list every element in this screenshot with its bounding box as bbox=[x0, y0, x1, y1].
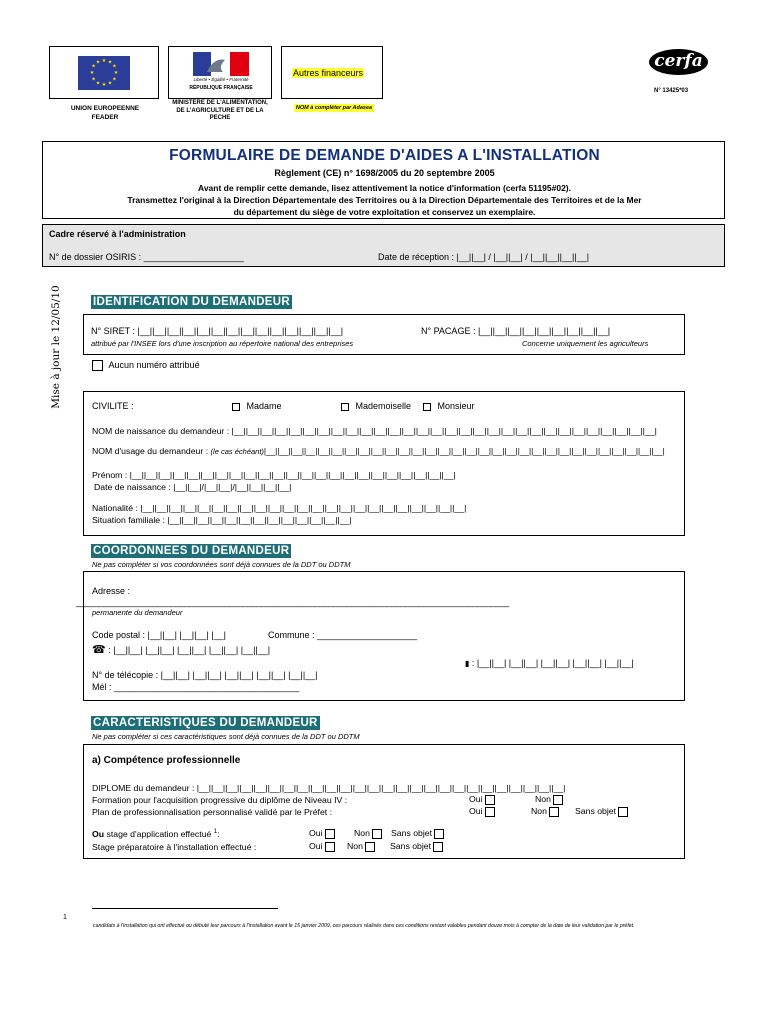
adresse-label: Adresse : bbox=[92, 586, 131, 596]
stage-ou: Ou bbox=[92, 829, 105, 839]
phone-field[interactable]: : |__||__| |__||__| |__||__| |__||__| |__||__| bbox=[108, 645, 271, 655]
svg-text:★: ★ bbox=[89, 70, 95, 76]
title-box bbox=[42, 141, 725, 219]
instruction-3: du département du siège de votre exploitation et conservez un exemplaire. bbox=[233, 207, 536, 217]
prenom-field[interactable]: Prénom : |__||__||__||__||__||__||__||__||__||__||__||__||__||__||__||__||__||__||__||__||__||__||__| bbox=[92, 470, 456, 480]
mobile-field[interactable]: : |__||__| |__||__| |__||__| |__||__| |__||__| bbox=[471, 658, 634, 668]
svg-text:★: ★ bbox=[95, 59, 101, 66]
marianne-icon bbox=[193, 52, 249, 76]
footnote-ref: 1 bbox=[213, 829, 218, 836]
coordonnees-heading: COORDONNEES DU DEMANDEUR bbox=[93, 545, 290, 557]
footnote-number: 1 bbox=[63, 914, 67, 921]
eu-flag-icon bbox=[78, 56, 130, 90]
formation-oui-option[interactable] bbox=[469, 794, 495, 805]
caracteristiques-note: Ne pas compléter si ces caractéristiques sont déjà connues de la DDT ou DDTM bbox=[92, 732, 360, 741]
no-number-label: Aucun numéro attribué bbox=[108, 360, 200, 370]
formation-oui-checkbox[interactable] bbox=[485, 795, 495, 805]
svg-text:★: ★ bbox=[101, 58, 107, 64]
admin-box bbox=[42, 224, 725, 267]
rf-name: RÉPUBLIQUE FRANÇAISE bbox=[189, 85, 253, 91]
ppp-oui-label: Oui bbox=[469, 806, 483, 816]
phone-row[interactable] bbox=[92, 643, 270, 656]
siret-box bbox=[83, 314, 685, 355]
stage-app-non-label: Non bbox=[354, 828, 370, 838]
ppp-sans-objet-label: Sans objet bbox=[575, 806, 617, 816]
formation-oui-label: Oui bbox=[469, 794, 483, 804]
stage-prep-label: Stage préparatoire à l'installation effectué : bbox=[92, 842, 257, 852]
republique-logo-box bbox=[168, 46, 272, 99]
stage-application-text: stage d'application effectué bbox=[104, 829, 212, 839]
financeurs-box bbox=[281, 46, 383, 99]
mademoiselle-label: Mademoiselle bbox=[355, 401, 412, 411]
adresse-line[interactable]: ________________________________________________________________________________________________ bbox=[76, 597, 509, 607]
no-number-checkbox[interactable] bbox=[92, 360, 103, 371]
formation-non-checkbox[interactable] bbox=[553, 795, 563, 805]
svg-text:★: ★ bbox=[107, 80, 113, 87]
mel-field[interactable]: Mél : _____________________________________ bbox=[92, 682, 300, 692]
siret-field[interactable]: N° SIRET : |__||__||__||__||__||__||__||__||__||__||__||__||__||__| bbox=[91, 326, 344, 336]
diplome-field[interactable]: DIPLOME du demandeur : |__||__||__||__||__||__||__||__||__||__||__||__||__||__||__||__||__||__||__||__||__||__||__||__||__||__| bbox=[92, 783, 566, 793]
stage-app-non-checkbox[interactable] bbox=[372, 829, 382, 839]
stage-prep-sans-objet-checkbox[interactable] bbox=[433, 842, 443, 852]
date-naissance-field[interactable]: Date de naissance : |__||__|/|__||__|/|__||__||__||__| bbox=[94, 482, 292, 492]
stage-prep-non-checkbox[interactable] bbox=[365, 842, 375, 852]
svg-text:★: ★ bbox=[107, 59, 113, 66]
phone-icon: ☎ bbox=[92, 643, 106, 656]
svg-text:★: ★ bbox=[112, 76, 117, 83]
mobile-row[interactable] bbox=[465, 658, 634, 668]
svg-text:★: ★ bbox=[113, 70, 119, 76]
stage-app-oui-checkbox[interactable] bbox=[325, 829, 335, 839]
stage-app-sans-objet-checkbox[interactable] bbox=[434, 829, 444, 839]
formation-non-label: Non bbox=[535, 794, 551, 804]
civilite-label: CIVILITE : bbox=[92, 401, 134, 411]
nationalite-field[interactable]: Nationalité : |__||__||__||__||__||__||__||__||__||__||__||__||__||__||__||__||__||__||__||__||__||__||__| bbox=[92, 503, 467, 513]
footnote-text: candidats à l'installation qui ont effectué ou débuté leur parcours à l'installation avant le 15 janvier 2009, ces parcours réalisés dans ces conditions restant valables pendant douze mois à compter de la date de leur validation par le préfet. bbox=[93, 923, 635, 929]
pacage-note: Concerne uniquement les agriculteurs bbox=[522, 339, 649, 348]
ppp-sans-objet-option[interactable] bbox=[575, 806, 628, 817]
stage-app-sans-objet-label: Sans objet bbox=[391, 828, 433, 838]
commune-field[interactable]: Commune : ____________________ bbox=[268, 630, 418, 640]
competence-heading: a) Compétence professionnelle bbox=[92, 755, 241, 766]
financeurs-note: NOM à compléter par Adasea bbox=[295, 105, 373, 111]
eu-logo-box bbox=[49, 46, 159, 99]
situation-field[interactable]: Situation familiale : |__||__||__||__||__||__||__||__||__||__||__||__||__| bbox=[92, 515, 352, 525]
financeurs-label: Autres financeurs bbox=[293, 68, 364, 78]
admin-title: Cadre réservé à l'administration bbox=[49, 229, 186, 239]
monsieur-label: Monsieur bbox=[437, 401, 475, 411]
footnote-rule bbox=[92, 908, 278, 909]
ppp-non-label: Non bbox=[531, 806, 547, 816]
stage-prep-oui-label: Oui bbox=[309, 841, 323, 851]
formation-non-option[interactable] bbox=[535, 794, 563, 805]
regulation: Règlement (CE) n° 1698/2005 du 20 septembre 2005 bbox=[274, 168, 495, 178]
stage-prep-non-label: Non bbox=[347, 841, 363, 851]
stage-application-label bbox=[92, 829, 220, 839]
nom-usage-label: NOM d'usage du demandeur : bbox=[92, 446, 209, 456]
monsieur-checkbox[interactable] bbox=[423, 403, 431, 411]
svg-text:★: ★ bbox=[91, 76, 96, 83]
ppp-oui-checkbox[interactable] bbox=[485, 807, 495, 817]
reception-date[interactable]: Date de réception : |__||__| / |__||__| / |__||__||__||__| bbox=[378, 252, 590, 262]
form-title: FORMULAIRE DE DEMANDE D'AIDES A L'INSTALLATION bbox=[169, 147, 600, 164]
nom-usage-row[interactable] bbox=[92, 446, 665, 456]
stage-prep-oui-option[interactable] bbox=[309, 841, 335, 852]
instruction-2: Transmettez l'original à la Direction Départementale des Territoires ou à la Direction Départementale des Territoires et de la Mer bbox=[127, 195, 642, 205]
stage-prep-sans-objet-label: Sans objet bbox=[390, 841, 432, 851]
coordonnees-box bbox=[76, 571, 685, 701]
mademoiselle-checkbox[interactable] bbox=[341, 403, 349, 411]
ppp-sans-objet-checkbox[interactable] bbox=[618, 807, 628, 817]
madame-option[interactable] bbox=[232, 401, 282, 411]
instruction-1: Avant de remplir cette demande, lisez attentivement la notice d'information (cerfa 51195#02). bbox=[198, 183, 571, 193]
svg-text:★: ★ bbox=[101, 82, 107, 88]
stage-app-oui-option[interactable] bbox=[309, 828, 335, 839]
ppp-oui-option[interactable] bbox=[469, 806, 495, 817]
stage-prep-oui-checkbox[interactable] bbox=[325, 842, 335, 852]
formation-label: Formation pour l'acquisition progressive du diplôme de Niveau IV : bbox=[92, 795, 348, 805]
svg-text:★: ★ bbox=[112, 63, 117, 70]
ppp-non-checkbox[interactable] bbox=[549, 807, 559, 817]
siret-note: attribué par l'INSEE lors d'une inscription au répertoire national des entreprises bbox=[91, 339, 354, 348]
stage-prep-sans-objet-option[interactable] bbox=[390, 841, 443, 852]
mademoiselle-option[interactable] bbox=[341, 401, 411, 411]
pacage-field[interactable]: N° PACAGE : |__||__||__||__||__||__||__||__||__| bbox=[421, 326, 611, 336]
osiris-field[interactable]: N° de dossier OSIRIS : ____________________ bbox=[49, 252, 244, 262]
telecopie-field[interactable]: N° de télécopie : |__||__| |__||__| |__||__| |__||__| |__||__| bbox=[92, 670, 318, 680]
stage-colon: : bbox=[217, 829, 220, 839]
cerfa-logo-text: cerfa bbox=[654, 51, 703, 71]
identification-heading: IDENTIFICATION DU DEMANDEUR bbox=[93, 296, 290, 308]
monsieur-option[interactable] bbox=[423, 401, 475, 411]
nom-naissance-field[interactable]: NOM de naissance du demandeur : |__||__||__||__||__||__||__||__||__||__||__||__||__||__||__||__||__||__||__||__||__||__||__||__||__||__||__||__||__||__| bbox=[92, 426, 657, 436]
madame-label: Madame bbox=[246, 401, 282, 411]
eu-label: UNION EUROPEENNE FEADER bbox=[70, 105, 140, 121]
svg-text:★: ★ bbox=[91, 63, 96, 70]
caracteristiques-box bbox=[83, 744, 685, 859]
caracteristiques-heading: CARACTERISTIQUES DU DEMANDEUR bbox=[93, 717, 318, 729]
coordonnees-note: Ne pas compléter si vos coordonnées sont déjà connues de la DDT ou DDTM bbox=[92, 560, 351, 569]
nom-usage-boxes[interactable]: |__||__||__||__||__||__||__||__||__||__||__||__||__||__||__||__||__||__||__||__||__||__||__||__||__||__||__||__||__||__| bbox=[263, 447, 665, 456]
no-number-row bbox=[92, 360, 200, 371]
ppp-label: Plan de professionnalisation personnalisé validé par le Préfet : bbox=[92, 807, 333, 817]
madame-checkbox[interactable] bbox=[232, 403, 240, 411]
stage-prep-non-option[interactable] bbox=[347, 841, 375, 852]
adresse-note: permanente du demandeur bbox=[92, 608, 183, 617]
update-note: Mise à jour le 12/05/10 bbox=[50, 285, 62, 409]
civilite-row bbox=[92, 401, 134, 411]
stage-app-non-option[interactable] bbox=[354, 828, 382, 839]
rf-motto: Liberté • Égalité • Fraternité bbox=[193, 77, 249, 82]
civil-box bbox=[83, 391, 685, 536]
cerfa-logo bbox=[649, 49, 708, 75]
ministry-label: MINISTERE DE L'ALIMENTATION, DE L'AGRICULTURE ET DE LA PECHE bbox=[172, 100, 268, 122]
nom-usage-hint: (le cas échéant) bbox=[210, 447, 264, 456]
svg-text:★: ★ bbox=[95, 80, 101, 87]
mobile-phone-icon: ▮ bbox=[465, 659, 470, 668]
code-postal-field[interactable]: Code postal : |__||__| |__||__| |__| bbox=[92, 630, 226, 640]
cerfa-number: N° 13425*03 bbox=[654, 88, 689, 94]
ppp-non-option[interactable] bbox=[531, 806, 559, 817]
stage-app-sans-objet-option[interactable] bbox=[391, 828, 444, 839]
stage-app-oui-label: Oui bbox=[309, 828, 323, 838]
